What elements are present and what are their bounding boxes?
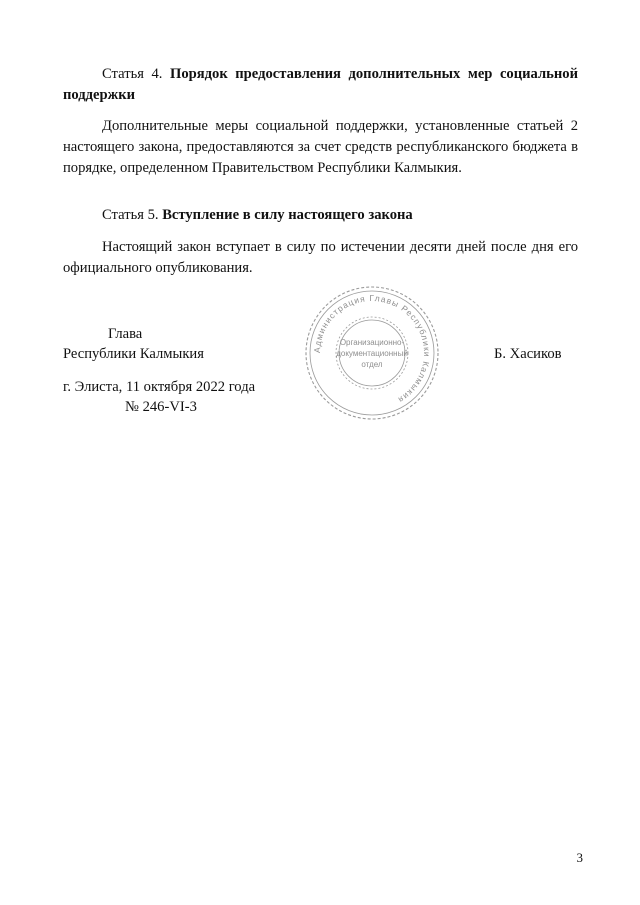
article-4-body: Дополнительные меры социальной поддержки, установленные статьей 2 настоящего закона, предоставляются за счет средств республиканского бюджета в порядке, определенном Правительством Республики Калмыкия. — [63, 118, 578, 176]
page-number: 3 — [576, 850, 583, 865]
article-4-heading — [63, 64, 578, 106]
seal-center-line-2: документационный — [336, 349, 408, 358]
article-4-label: Статья 4. — [102, 66, 163, 82]
article-5-title: Вступление в силу настоящего закона — [162, 207, 413, 223]
signatory-name: Б. Хасиков — [494, 346, 562, 362]
law-number: № 246-VI-3 — [125, 399, 197, 415]
official-seal — [302, 283, 442, 423]
signatory-position-line-2: Республики Калмыкия — [63, 346, 204, 362]
seal-center-line-3: отдел — [361, 360, 383, 369]
article-5-label: Статья 5. — [102, 207, 159, 223]
article-5-body: Настоящий закон вступает в силу по истечении десяти дней после дня его официального опубликования. — [63, 239, 578, 276]
seal-center-line-1: Организационно- — [339, 338, 405, 347]
article-5-heading — [63, 205, 578, 226]
place-and-date: г. Элиста, 11 октября 2022 года — [63, 379, 256, 395]
signatory-position-line-1: Глава — [108, 326, 143, 342]
article-4-title: Порядок предоставления дополнительных мер социальной поддержки — [63, 66, 578, 103]
seal-ring-text: Администрация Главы Республики Калмыкия — [311, 292, 433, 406]
